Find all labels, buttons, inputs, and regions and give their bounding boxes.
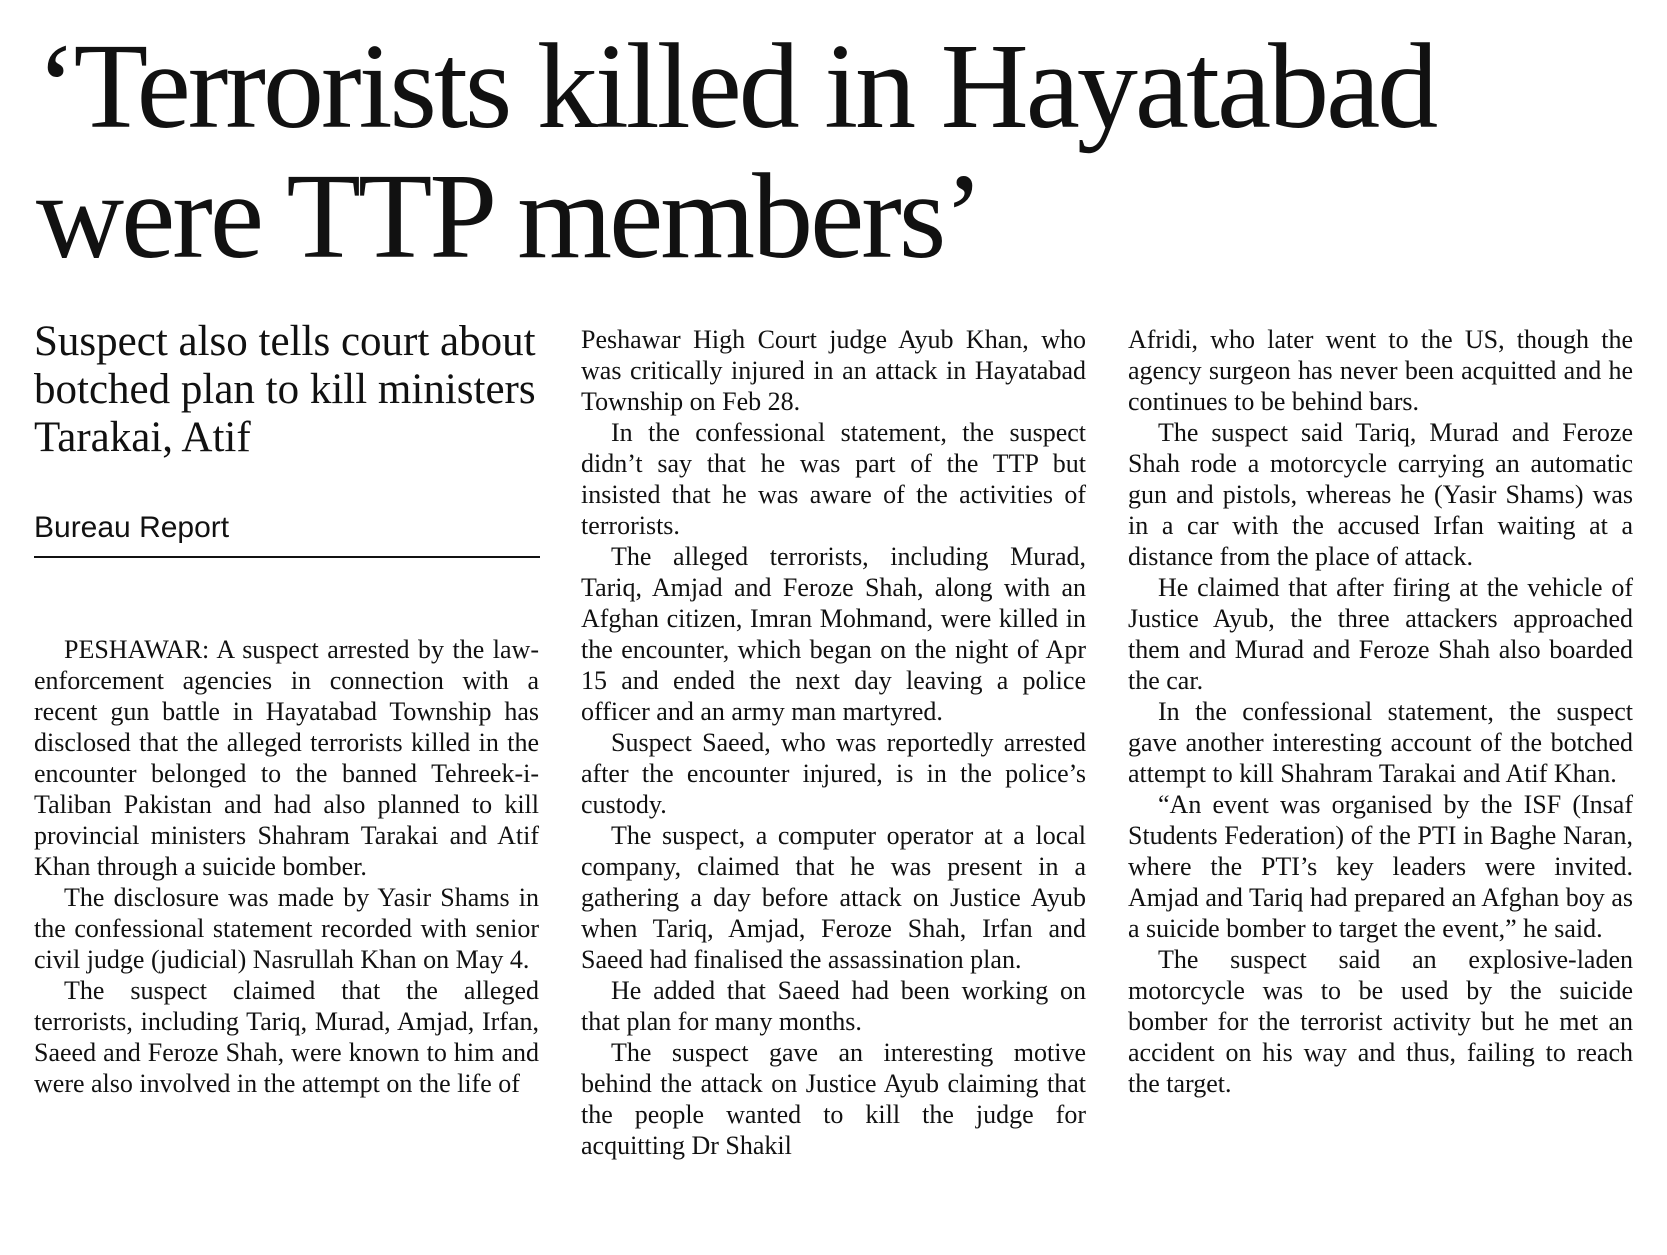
paragraph: The alleged terrorists, including Murad, Tariq, Amjad and Feroze Shah, along with an Afghan citizen, Imran Mohmand, were killed in the encounter, which began on the night of Apr 15 and ended the next day leaving a police officer and an army man martyred. bbox=[581, 542, 1086, 726]
article-column-1 bbox=[34, 634, 539, 1099]
paragraph: He claimed that after firing at the vehicle of Justice Ayub, the three attackers approached them and Murad and Feroze Shah also boarded the car. bbox=[1128, 573, 1633, 695]
paragraph: He added that Saeed had been working on that plan for many months. bbox=[581, 976, 1086, 1036]
headline bbox=[36, 19, 1636, 284]
paragraph: In the confessional statement, the suspect didn’t say that he was part of the TTP but insisted that he was aware of the activities of terrorists. bbox=[581, 418, 1086, 540]
byline-divider bbox=[34, 556, 540, 558]
article-column-3 bbox=[1128, 324, 1633, 1099]
paragraph: In the confessional statement, the suspect gave another interesting account of the botched attempt to kill Shahram Tarakai and Atif Khan. bbox=[1128, 697, 1633, 788]
paragraph: PESHAWAR: A suspect arrested by the law-enforcement agencies in connection with a recent gun battle in Hayatabad Township has disclosed that the alleged terrorists killed in the encounter belonged to the banned Tehreek-i-Taliban Pakistan and had also planned to kill provincial ministers Shahram Tarakai and Atif Khan through a suicide bomber. bbox=[34, 635, 539, 881]
paragraph: The suspect gave an interesting motive behind the attack on Justice Ayub claiming that the people wanted to kill the judge for acquitting Dr Shakil bbox=[581, 1038, 1086, 1160]
byline: Bureau Report bbox=[34, 511, 230, 544]
paragraph: The suspect said Tariq, Murad and Feroze Shah rode a motorcycle carrying an automatic gun and pistols, whereas he (Yasir Shams) was in a car with the accused Irfan waiting at a distance from the place of attack. bbox=[1128, 418, 1633, 571]
headline-line-1: ‘Terrorists killed in Hayatabad bbox=[36, 19, 1436, 154]
subheadline: Suspect also tells court about botched plan to kill ministers Tarakai, Atif bbox=[34, 318, 536, 461]
paragraph-continued: Peshawar High Court judge Ayub Khan, who was critically injured in an attack in Hayatabad Township on Feb 28. bbox=[581, 325, 1086, 416]
paragraph: The disclosure was made by Yasir Shams in the confessional statement recorded with senior civil judge (judicial) Nasrullah Khan on May 4. bbox=[34, 883, 539, 974]
paragraph-continued: Afridi, who later went to the US, though the agency surgeon has never been acquitted and he continues to be behind bars. bbox=[1128, 325, 1633, 416]
headline-line-2: were TTP members’ bbox=[36, 149, 982, 284]
paragraph: The suspect said an explosive-laden motorcycle was to be used by the suicide bomber for the terrorist activity but he met an accident on his way and thus, failing to reach the target. bbox=[1128, 945, 1633, 1098]
article-column-2 bbox=[581, 324, 1086, 1161]
paragraph: Suspect Saeed, who was reportedly arrested after the encounter injured, is in the police’s custody. bbox=[581, 728, 1086, 819]
paragraph: The suspect, a computer operator at a local company, claimed that he was present in a gathering a day before attack on Justice Ayub when Tariq, Amjad, Feroze Shah, Irfan and Saeed had finalised the assassination plan. bbox=[581, 821, 1086, 974]
paragraph: “An event was organised by the ISF (Insaf Students Federation) of the PTI in Baghe Naran, where the PTI’s key leaders were invited. Amjad and Tariq had prepared an Afghan boy as a suicide bomber to target the event,” he said. bbox=[1128, 790, 1633, 943]
paragraph: The suspect claimed that the alleged terrorists, including Tariq, Murad, Amjad, Irfan, Saeed and Feroze Shah, were known to him and were also involved in the attempt on the life of bbox=[34, 976, 539, 1098]
